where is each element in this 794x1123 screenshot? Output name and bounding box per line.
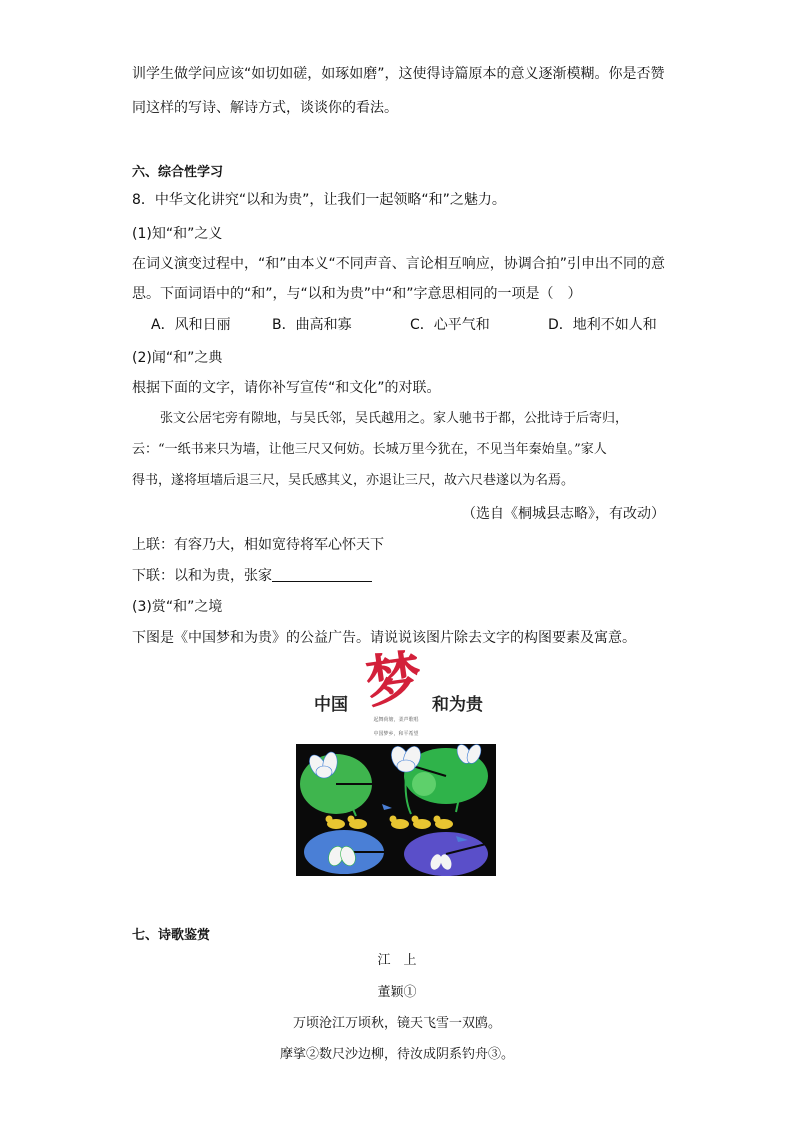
section-7-heading: 七、诗歌鉴赏: [132, 928, 211, 943]
top-line-2: 同这样的写诗、解诗方式，谈谈你的看法。: [132, 100, 398, 116]
poster-subtitle-2: 中国梦乡，和平希望: [373, 731, 419, 737]
answer-blank[interactable]: [272, 567, 372, 582]
passage-line-3: 得书，遂将垣墙后退三尺，吴氏感其义，亦退让三尺，故六尺巷遂以为名焉。: [132, 473, 575, 488]
part-3-text: 下图是《中国梦和为贵》的公益广告。请说说该图片除去文字的构图要素及寓意。: [132, 630, 636, 646]
question-8: 8．中华文化讲究“以和为贵”，让我们一起领略“和”之魅力。: [132, 192, 506, 208]
poster-subtitle-1: 起舞荷塘，柔声歌唱: [373, 717, 419, 723]
top-line-1: 训学生做学问应该“如切如磋，如琢如磨”，这使得诗篇原本的意义逐渐模糊。你是否赞: [132, 66, 665, 82]
poem-author: 董颖①: [377, 985, 417, 1000]
poster-title: [296, 643, 496, 717]
part-3-title: (3)赏“和”之境: [132, 599, 223, 615]
option-b: B．曲高和寡: [272, 317, 352, 333]
couplet-lower: [132, 566, 372, 586]
option-a: A．风和日丽: [151, 317, 231, 333]
poem-title: 江 上: [377, 953, 417, 968]
poem-line-2: 摩挲②数尺沙边柳，待汝成阴系钓舟③。: [279, 1047, 514, 1062]
part-1-title: (1)知“和”之义: [132, 226, 223, 242]
lotus-pond-illustration: [296, 744, 496, 876]
poster-big-char: 梦: [361, 643, 427, 717]
couplet-upper: 上联：有容乃大，相如宽待将军心怀天下: [132, 537, 384, 553]
poster-image: [296, 643, 496, 876]
poster-left-text: 中国: [314, 695, 348, 715]
option-c: C．心平气和: [410, 317, 490, 333]
couplet-lower-text: 下联：以和为贵，张家: [132, 568, 272, 584]
poem-line-1: 万顷沧江万顷秋，镜天飞雪一双鸥。: [292, 1016, 501, 1031]
passage-source: （选自《桐城县志略》，有改动）: [462, 506, 665, 522]
section-6-heading: 六、综合性学习: [132, 165, 224, 180]
poster-right-text: 和为贵: [432, 695, 483, 715]
passage-line-2: 云：“一纸书来只为墙，让他三尺又何妨。长城万里今犹在，不见当年秦始皇。”家人: [132, 442, 607, 457]
part-2-title: (2)闻“和”之典: [132, 350, 223, 366]
part-1-text-2: 思。下面词语中的“和”，与“以和为贵”中“和”字意思相同的一项是（ ）: [132, 286, 582, 302]
option-d: D．地利不如人和: [548, 317, 657, 333]
passage-line-1: 张文公居宅旁有隙地，与吴氏邻，吴氏越用之。家人驰书于都，公批诗于后寄归，: [160, 411, 629, 426]
part-2-intro: 根据下面的文字，请你补写宣传“和文化”的对联。: [132, 380, 441, 396]
part-1-text-1: 在词义演变过程中，“和”由本义“不同声音、言论相互响应，协调合拍”引申出不同的意: [132, 256, 666, 272]
